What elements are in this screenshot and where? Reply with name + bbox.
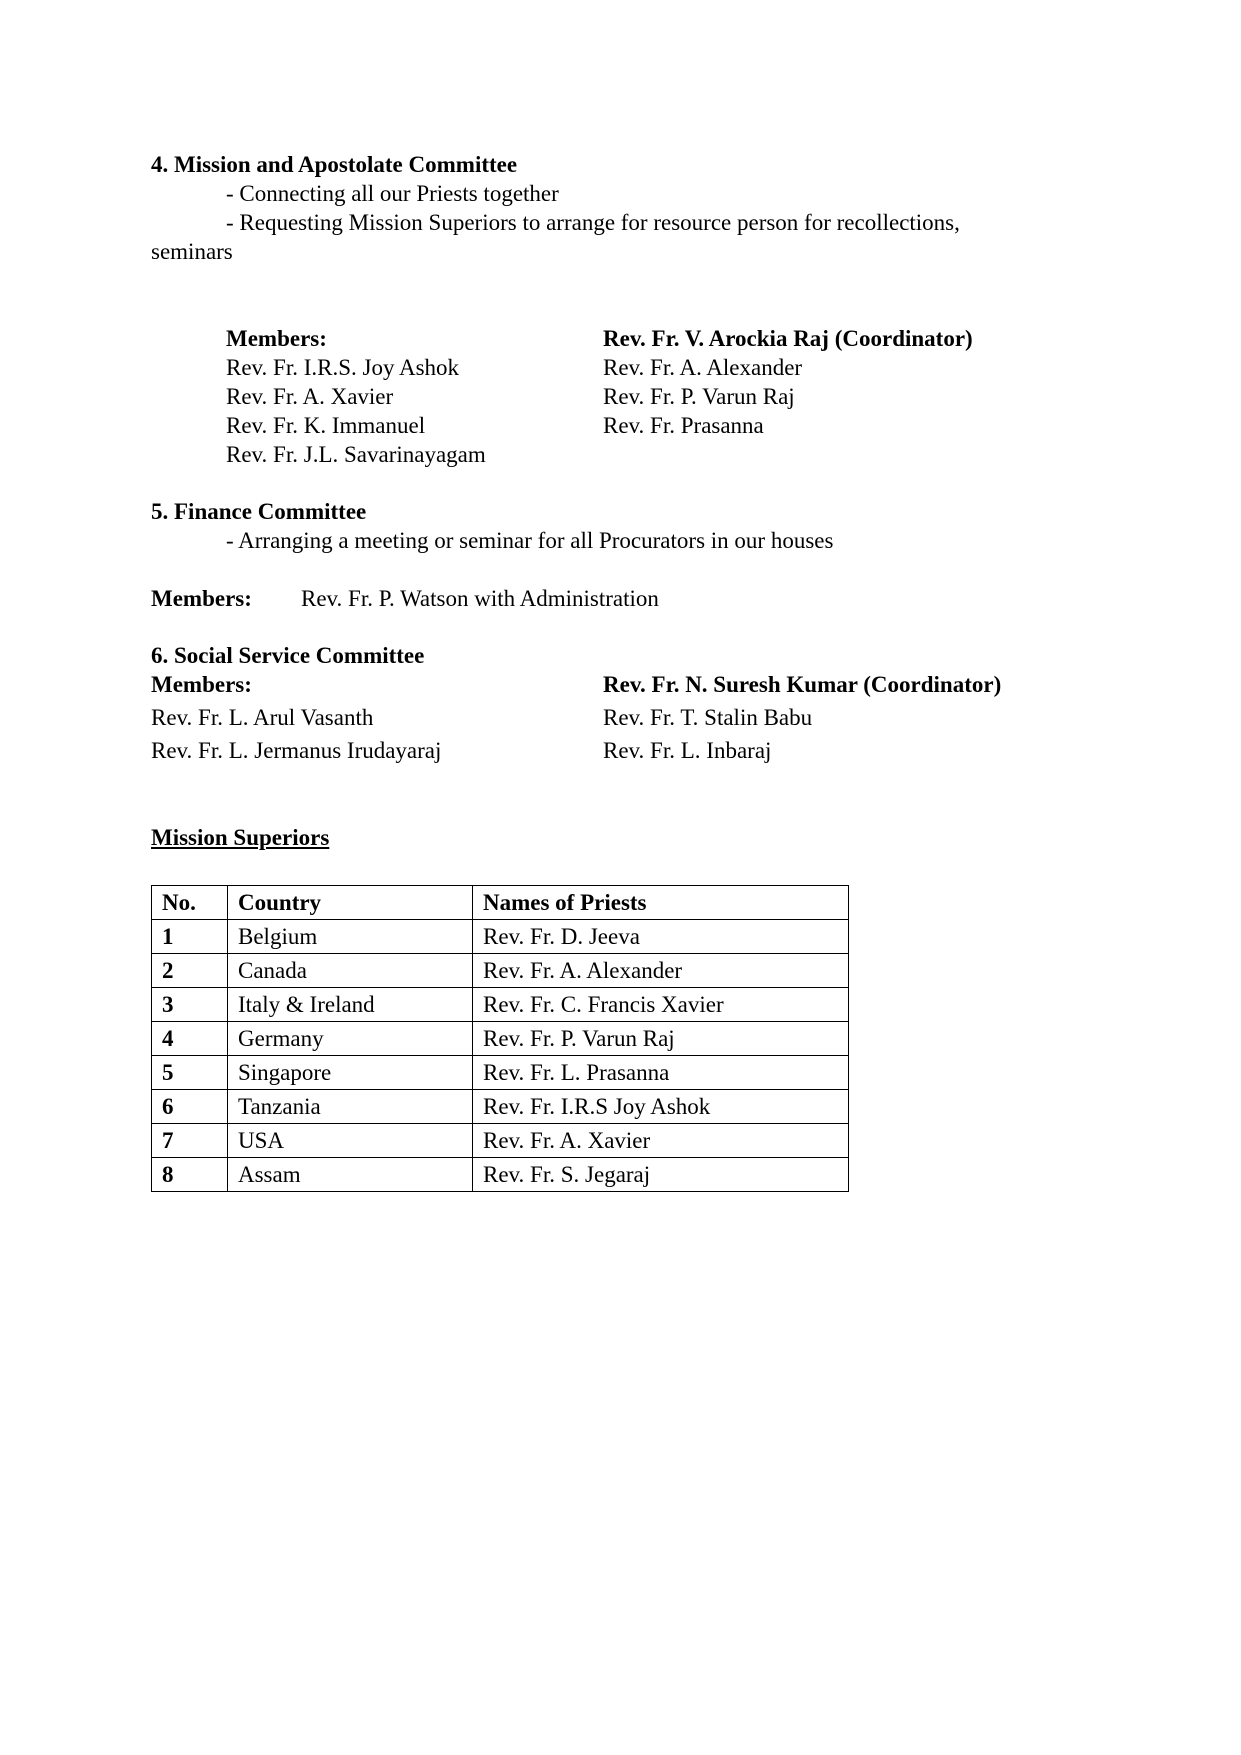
header-country: Country (228, 886, 473, 920)
cell-no: 1 (152, 920, 228, 954)
table-row (152, 1158, 849, 1192)
mission-member-left: Rev. Fr. A. Xavier (226, 384, 394, 409)
cell-name: Rev. Fr. L. Prasanna (473, 1056, 849, 1090)
cell-country: Assam (228, 1158, 473, 1192)
cell-no: 2 (152, 954, 228, 988)
cell-country: Belgium (228, 920, 473, 954)
mission-committee-heading: 4. Mission and Apostolate Committee (151, 152, 518, 177)
mission-member-right: Rev. Fr. P. Varun Raj (603, 384, 795, 409)
finance-committee-heading: 5. Finance Committee (151, 499, 367, 524)
mission-member-left: Rev. Fr. J.L. Savarinayagam (226, 442, 486, 467)
mission-committee-line-2: - Requesting Mission Superiors to arrange for resource person for recollections, (226, 210, 960, 235)
cell-no: 5 (152, 1056, 228, 1090)
cell-country: Canada (228, 954, 473, 988)
mission-superiors-title: Mission Superiors (151, 825, 330, 850)
mission-member-left: Rev. Fr. K. Immanuel (226, 413, 426, 438)
cell-name: Rev. Fr. P. Varun Raj (473, 1022, 849, 1056)
table-row (152, 1056, 849, 1090)
mission-superiors-table (151, 885, 849, 1192)
social-member-left: Rev. Fr. L. Jermanus Irudayaraj (151, 738, 442, 763)
social-member-right: Rev. Fr. T. Stalin Babu (603, 705, 813, 730)
finance-members-label: Members: (151, 586, 252, 611)
header-names: Names of Priests (473, 886, 849, 920)
table-row (152, 988, 849, 1022)
mission-members-label: Members: (226, 326, 327, 351)
mission-committee-line-2-cont: seminars (151, 239, 233, 264)
finance-committee-line-1: - Arranging a meeting or seminar for all Procurators in our houses (226, 528, 834, 553)
cell-country: Singapore (228, 1056, 473, 1090)
social-member-right: Rev. Fr. L. Inbaraj (603, 738, 772, 763)
cell-no: 6 (152, 1090, 228, 1124)
cell-name: Rev. Fr. I.R.S Joy Ashok (473, 1090, 849, 1124)
table-row (152, 954, 849, 988)
cell-no: 3 (152, 988, 228, 1022)
mission-member-right: Rev. Fr. A. Alexander (603, 355, 803, 380)
cell-name: Rev. Fr. A. Xavier (473, 1124, 849, 1158)
cell-no: 4 (152, 1022, 228, 1056)
cell-no: 7 (152, 1124, 228, 1158)
table-row (152, 1124, 849, 1158)
cell-name: Rev. Fr. C. Francis Xavier (473, 988, 849, 1022)
social-coordinator: Rev. Fr. N. Suresh Kumar (Coordinator) (603, 672, 1002, 697)
table-row (152, 1090, 849, 1124)
mission-member-left: Rev. Fr. I.R.S. Joy Ashok (226, 355, 460, 380)
mission-coordinator: Rev. Fr. V. Arockia Raj (Coordinator) (603, 326, 973, 351)
table-row (152, 920, 849, 954)
table-row (152, 1022, 849, 1056)
cell-name: Rev. Fr. D. Jeeva (473, 920, 849, 954)
cell-name: Rev. Fr. A. Alexander (473, 954, 849, 988)
cell-name: Rev. Fr. S. Jegaraj (473, 1158, 849, 1192)
cell-country: Tanzania (228, 1090, 473, 1124)
cell-country: Germany (228, 1022, 473, 1056)
social-members-label: Members: (151, 672, 252, 697)
social-member-left: Rev. Fr. L. Arul Vasanth (151, 705, 374, 730)
header-no: No. (152, 886, 228, 920)
table-header-row (152, 886, 849, 920)
cell-country: USA (228, 1124, 473, 1158)
cell-country: Italy & Ireland (228, 988, 473, 1022)
mission-committee-line-1: - Connecting all our Priests together (226, 181, 559, 206)
social-committee-heading: 6. Social Service Committee (151, 643, 425, 668)
finance-members-value: Rev. Fr. P. Watson with Administration (301, 586, 659, 611)
mission-member-right: Rev. Fr. Prasanna (603, 413, 764, 438)
cell-no: 8 (152, 1158, 228, 1192)
